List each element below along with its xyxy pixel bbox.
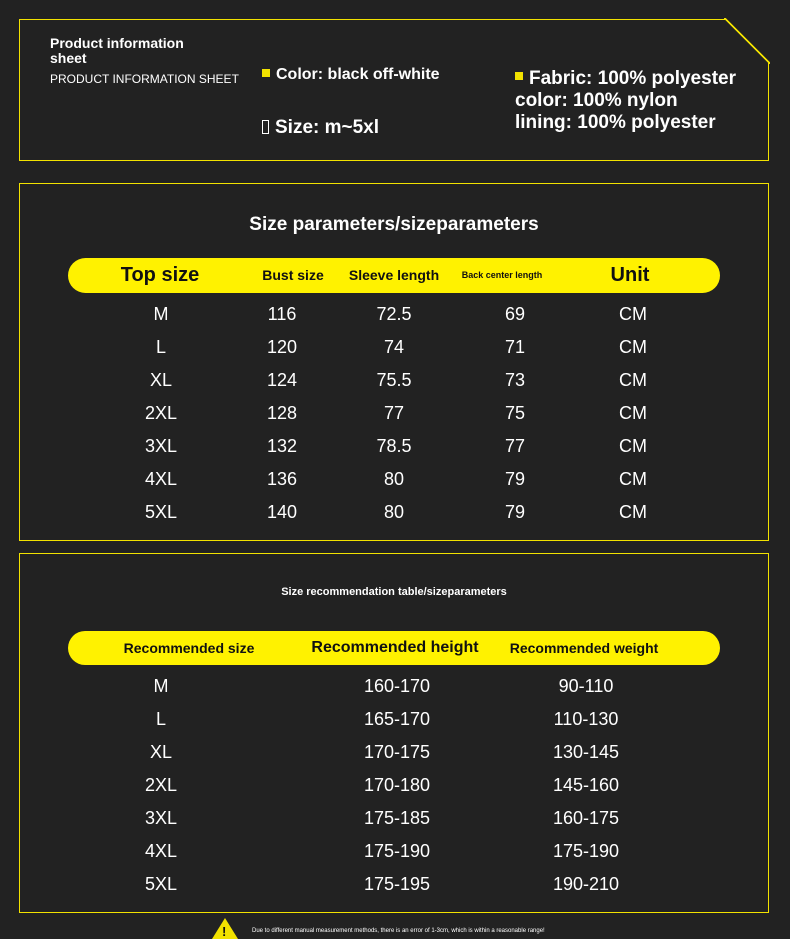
fabric-line: Fabric: 100% polyester <box>515 68 736 90</box>
rec-size-cell: XL <box>149 742 173 762</box>
size-recommendation-panel <box>19 553 769 913</box>
unit-cell: CM <box>619 469 647 489</box>
header-top-size: Top size <box>120 264 200 286</box>
rec-size-cell: L <box>155 709 167 729</box>
unit-cell: CM <box>619 304 647 324</box>
back-length-cell: 71 <box>504 337 526 357</box>
box-glyph-icon <box>262 120 269 134</box>
color-spec-text: Color: black off-white <box>276 66 440 83</box>
size-cell: M <box>153 304 169 324</box>
rec-height-cell: 175-195 <box>363 874 431 894</box>
back-length-cell: 77 <box>504 436 526 456</box>
size-cell: 3XL <box>144 436 178 456</box>
rec-size-cell: 3XL <box>144 808 178 828</box>
measurement-note-text: Due to different manual measurement methods, there is an error of 1-3cm, which is within a reasonable range! <box>252 928 545 934</box>
size-table-header <box>68 258 720 293</box>
back-length-cell: 75 <box>504 403 526 423</box>
sleeve-cell: 72.5 <box>376 304 412 324</box>
sleeve-cell: 80 <box>383 502 405 522</box>
sleeve-cell: 77 <box>383 403 405 423</box>
header-recommended-height: Recommended height <box>311 639 479 656</box>
sleeve-cell: 78.5 <box>376 436 412 456</box>
corner-cut-decoration <box>724 18 770 64</box>
warning-icon <box>212 918 238 939</box>
rec-height-cell: 170-180 <box>363 775 431 795</box>
header-recommended-weight: Recommended weight <box>509 640 659 656</box>
rec-size-cell: 4XL <box>144 841 178 861</box>
size-cell: 4XL <box>144 469 178 489</box>
sleeve-cell: 74 <box>383 337 405 357</box>
size-cell: 2XL <box>144 403 178 423</box>
fabric-spec <box>515 68 736 134</box>
size-spec-text: Size: m~5xl <box>275 117 380 138</box>
bust-cell: 128 <box>266 403 298 423</box>
rec-height-cell: 165-170 <box>363 709 431 729</box>
sheet-subtitle: PRODUCT INFORMATION SHEET <box>50 72 239 86</box>
header-recommended-size: Recommended size <box>123 640 255 656</box>
size-table-title: Size parameters/sizeparameters <box>249 214 539 235</box>
size-cell: XL <box>149 370 173 390</box>
rec-weight-cell: 190-210 <box>552 874 620 894</box>
unit-cell: CM <box>619 436 647 456</box>
rec-size-cell: 5XL <box>144 874 178 894</box>
square-bullet-icon <box>515 72 523 80</box>
rec-height-cell: 170-175 <box>363 742 431 762</box>
sheet-title: Product information sheet <box>50 35 184 66</box>
bust-cell: 140 <box>266 502 298 522</box>
bust-cell: 132 <box>266 436 298 456</box>
sleeve-cell: 75.5 <box>376 370 412 390</box>
bust-cell: 116 <box>267 304 297 324</box>
back-length-cell: 69 <box>504 304 526 324</box>
bust-cell: 136 <box>266 469 298 489</box>
rec-weight-cell: 145-160 <box>552 775 620 795</box>
back-length-cell: 73 <box>504 370 526 390</box>
rec-size-cell: 2XL <box>144 775 178 795</box>
unit-cell: CM <box>619 502 647 522</box>
size-cell: 5XL <box>144 502 178 522</box>
unit-cell: CM <box>619 370 647 390</box>
rec-weight-cell: 175-190 <box>552 841 620 861</box>
bust-cell: 120 <box>266 337 298 357</box>
size-cell: L <box>155 337 167 357</box>
rec-table-header <box>68 631 720 665</box>
rec-weight-cell: 90-110 <box>558 676 614 696</box>
header-back-center-length: Back center length <box>461 270 543 280</box>
product-info-panel <box>19 19 769 161</box>
header-unit: Unit <box>610 264 650 286</box>
bust-cell: 124 <box>266 370 298 390</box>
rec-weight-cell: 130-145 <box>552 742 620 762</box>
rec-height-cell: 175-185 <box>363 808 431 828</box>
fabric-line: lining: 100% polyester <box>515 112 716 133</box>
back-length-cell: 79 <box>504 502 526 522</box>
rec-table-title: Size recommendation table/sizeparameters <box>281 586 507 598</box>
back-length-cell: 79 <box>504 469 526 489</box>
rec-height-cell: 175-190 <box>363 841 431 861</box>
size-spec <box>262 117 379 139</box>
header-sleeve-length: Sleeve length <box>348 267 440 283</box>
sleeve-cell: 80 <box>383 469 405 489</box>
rec-size-cell: M <box>153 676 169 696</box>
rec-weight-cell: 110-130 <box>553 709 619 729</box>
header-bust-size: Bust size <box>262 267 324 283</box>
rec-height-cell: 160-170 <box>363 676 431 696</box>
color-spec <box>262 66 440 84</box>
size-parameters-panel <box>19 183 769 541</box>
rec-weight-cell: 160-175 <box>552 808 620 828</box>
fabric-line: color: 100% nylon <box>515 90 678 111</box>
square-bullet-icon <box>262 69 270 77</box>
unit-cell: CM <box>619 403 647 423</box>
unit-cell: CM <box>619 337 647 357</box>
